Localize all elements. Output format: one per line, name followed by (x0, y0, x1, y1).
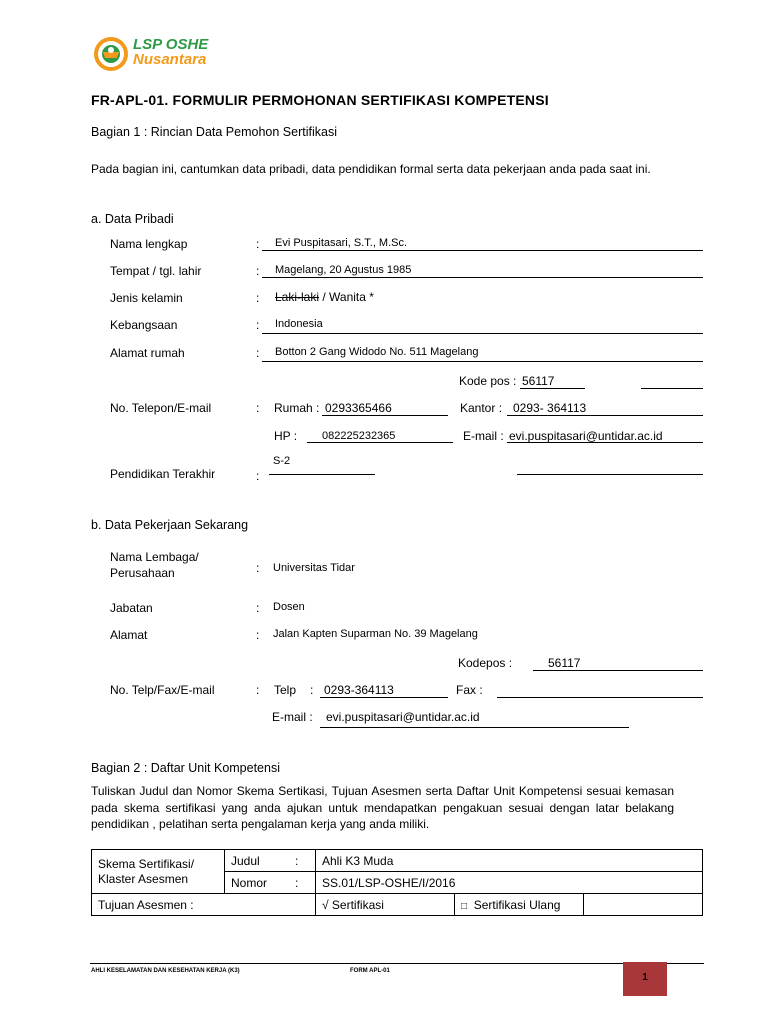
email-underline (507, 442, 703, 443)
work-email-value: evi.puspitasari@untidar.ac.id (326, 710, 480, 724)
empty-cell (584, 894, 703, 916)
edu-colon: : (256, 469, 260, 483)
checkbox-icon: □ (461, 900, 468, 912)
phone-label: No. Telepon/E-mail (110, 401, 212, 415)
work-address-label: Alamat (110, 628, 148, 642)
name-underline (262, 250, 703, 251)
work-address-value: Jalan Kapten Suparman No. 39 Magelang (273, 628, 478, 640)
org-label-line2: Perusahaan (110, 566, 175, 580)
org-label-line1: Nama Lembaga/ (110, 550, 199, 564)
contact-label: No. Telp/Fax/E-mail (110, 683, 215, 697)
nation-label: Kebangsaan (110, 318, 178, 332)
postcode-underline-1 (520, 388, 585, 389)
name-colon: : (256, 237, 260, 251)
postcode-label: Kode pos : (459, 374, 517, 388)
work-heading: b. Data Pekerjaan Sekarang (91, 518, 249, 532)
org-colon: : (256, 561, 260, 575)
logo-text-line1: LSP OSHE (133, 36, 209, 53)
page-title: FR-APL-01. FORMULIR PERMOHONAN SERTIFIKASI KOMPETENSI (91, 92, 549, 108)
part2-heading: Bagian 2 : Daftar Unit Kompetensi (91, 761, 280, 775)
part1-intro: Pada bagian ini, cantumkan data pribadi, data pendidikan formal serta data pekerjaan anda pada saat ini. (91, 162, 651, 176)
office-phone-value: 0293- 364113 (513, 401, 587, 415)
number-label: Nomor (225, 872, 290, 894)
contact-colon: : (256, 683, 260, 697)
logo-text-line2: Nusantara (133, 51, 207, 68)
work-postcode-underline (533, 670, 703, 671)
address-underline (262, 361, 703, 362)
page-number-box (623, 962, 667, 996)
fax-label: Fax : (456, 683, 483, 697)
home-phone-underline (322, 415, 448, 416)
home-phone-label: Rumah : (274, 401, 320, 415)
home-phone-value: 0293365466 (325, 401, 392, 415)
part2-intro: Tuliskan Judul dan Nomor Skema Sertikasi, Tujuan Asesmen serta Daftar Unit Kompetensi sesuai kemasan pada skema sertifikasi yang anda ajukan untuk mendapatkan pengakuan sesuai dengan latar belakang pendidikan , pelatihan serta pengalaman kerja yang anda miliki. (91, 784, 674, 831)
footer-rule (90, 963, 704, 964)
gender-value (275, 290, 374, 304)
work-postcode-label: Kodepos : (458, 656, 513, 670)
number-colon: : (289, 872, 316, 894)
telp-underline (320, 697, 448, 698)
gender-selected-option: / Wanita * (319, 290, 374, 304)
address-value: Botton 2 Gang Widodo No. 511 Magelang (275, 346, 479, 358)
work-email-underline (320, 727, 629, 728)
hp-label: HP : (274, 429, 298, 443)
phone-colon: : (256, 401, 260, 415)
purpose-label: Tujuan Asesmen : (92, 894, 316, 916)
nation-colon: : (256, 318, 260, 332)
logo (93, 36, 263, 74)
nation-underline (262, 333, 703, 334)
footer-form-code: FORM APL-01 (350, 968, 390, 974)
edu-label: Pendidikan Terakhir (110, 467, 216, 481)
edu-value: S-2 (273, 455, 291, 467)
birth-label: Tempat / tgl. lahir (110, 264, 202, 278)
office-phone-label: Kantor : (460, 401, 503, 415)
purpose-option-certification[interactable]: √ Sertifikasi (316, 894, 455, 916)
gender-struck-option: Laki-laki (275, 290, 320, 304)
birth-underline (262, 277, 703, 278)
scheme-label: Skema Sertifikasi/ Klaster Asesmen (92, 850, 225, 894)
part1-heading: Bagian 1 : Rincian Data Pemohon Sertifikasi (91, 125, 337, 139)
recertification-label: Sertifikasi Ulang (473, 897, 561, 912)
edu-underline-2 (517, 474, 703, 475)
nation-value: Indonesia (275, 318, 323, 330)
name-value: Evi Puspitasari, S.T., M.Sc. (275, 237, 408, 249)
telp-label: Telp (274, 683, 297, 697)
footer-doc-title: AHLI KESELAMATAN DAN KESEHATAN KERJA (K3) (91, 968, 240, 974)
birth-value: Magelang, 20 Agustus 1985 (275, 264, 412, 276)
work-email-label: E-mail : (272, 710, 313, 724)
position-value: Dosen (273, 601, 305, 613)
hp-underline (307, 442, 453, 443)
org-value: Universitas Tidar (273, 562, 355, 574)
name-label: Nama lengkap (110, 237, 188, 251)
postcode-value: 56117 (522, 374, 555, 388)
number-value: SS.01/LSP-OSHE/I/2016 (316, 872, 703, 894)
gender-label: Jenis kelamin (110, 291, 183, 305)
address-label: Alamat rumah (110, 346, 185, 360)
purpose-option-recertification[interactable] (455, 894, 584, 916)
table-row (92, 850, 703, 872)
email-label: E-mail : (463, 429, 504, 443)
postcode-underline-2 (641, 388, 703, 389)
hp-value: 082225232365 (322, 430, 396, 442)
telp-colon: : (310, 683, 314, 697)
title-colon: : (289, 850, 316, 872)
position-label: Jabatan (110, 601, 153, 615)
work-address-colon: : (256, 628, 260, 642)
telp-value: 0293-364113 (324, 683, 394, 697)
logo-emblem-icon (93, 36, 129, 72)
gender-colon: : (256, 291, 260, 305)
personal-heading: a. Data Pribadi (91, 212, 174, 226)
address-colon: : (256, 346, 260, 360)
title-value: Ahli K3 Muda (316, 850, 703, 872)
page-number: 1 (642, 972, 648, 983)
fax-underline (497, 697, 703, 698)
office-phone-underline (507, 415, 703, 416)
scheme-table (91, 849, 703, 916)
title-label: Judul (225, 850, 290, 872)
work-postcode-value: 56117 (548, 656, 581, 670)
email-value: evi.puspitasari@untidar.ac.id (509, 429, 663, 443)
table-row (92, 894, 703, 916)
position-colon: : (256, 601, 260, 615)
edu-underline-1 (269, 474, 375, 475)
birth-colon: : (256, 264, 260, 278)
